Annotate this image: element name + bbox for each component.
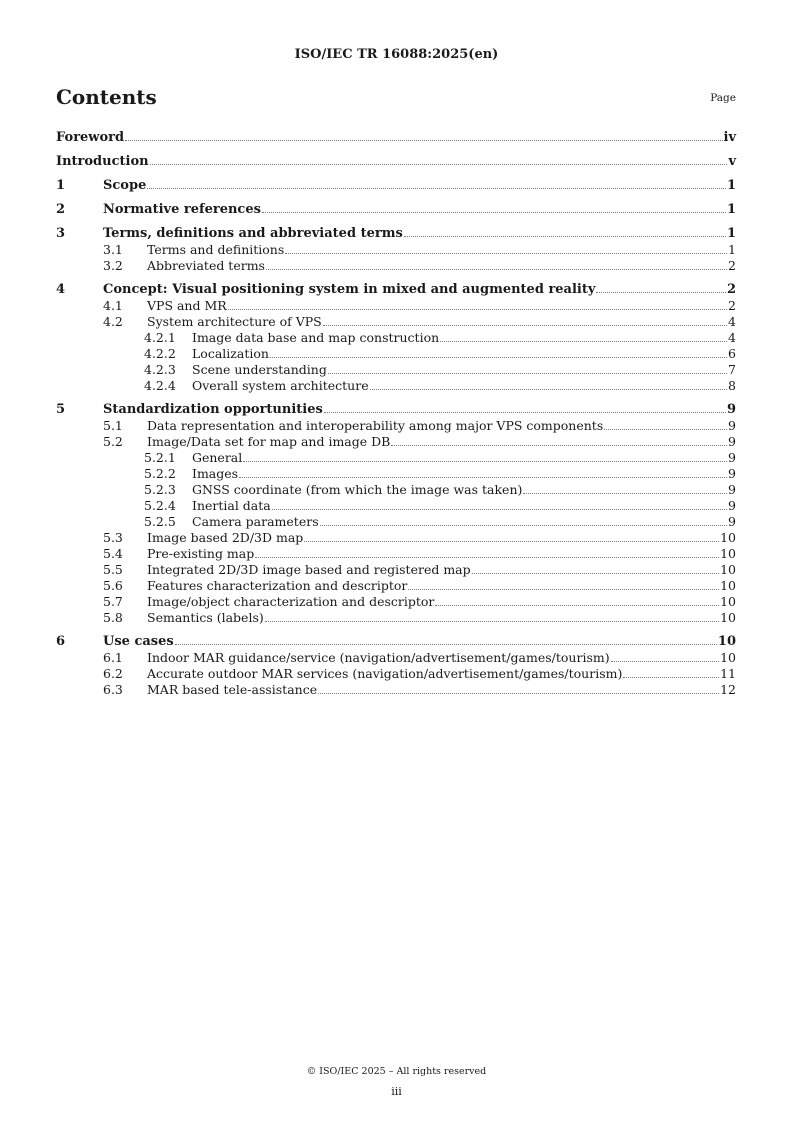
toc-entry[interactable] — [56, 130, 736, 146]
toc-entry-title[interactable]: Scene understanding — [192, 362, 327, 377]
toc-entry-number: 4.2.4 — [144, 378, 176, 393]
toc-entry-page: iv — [723, 130, 736, 145]
dot-leader — [285, 253, 727, 254]
toc-entry[interactable] — [56, 650, 736, 666]
toc-entry-number: 5.8 — [103, 610, 123, 625]
dot-leader — [304, 541, 719, 542]
toc-entry[interactable] — [56, 634, 736, 650]
toc-entry-page: 1 — [728, 242, 736, 257]
dot-leader — [323, 325, 727, 326]
toc-entry-title[interactable]: Terms, definitions and abbreviated terms — [103, 226, 403, 241]
toc-entry-title[interactable]: Integrated 2D/3D image based and registered map — [147, 562, 471, 577]
toc-entry-title[interactable]: Images — [192, 466, 239, 481]
dot-leader — [320, 525, 727, 526]
toc-entry-page: v — [728, 154, 736, 169]
toc-entry-page: 11 — [720, 666, 736, 681]
toc-entry-title[interactable]: Inertial data — [192, 498, 271, 513]
toc-entry-page: 1 — [726, 226, 736, 241]
dot-leader — [404, 236, 726, 237]
toc-entry-title[interactable]: GNSS coordinate (from which the image was taken) — [192, 482, 523, 497]
toc-entry-number: 5.2.2 — [144, 466, 176, 481]
contents-title: Contents — [56, 85, 157, 109]
dot-leader — [266, 269, 727, 270]
toc-entry[interactable] — [56, 562, 736, 578]
toc-entry-title[interactable]: Standardization opportunities — [103, 402, 323, 417]
toc-entry[interactable] — [56, 682, 736, 698]
page-number: iii — [391, 1085, 402, 1098]
toc-entry-title[interactable]: Indoor MAR guidance/service (navigation/advertisement/games/tourism) — [147, 650, 610, 665]
toc-entry-title[interactable]: Concept: Visual positioning system in mixed and augmented reality — [103, 282, 596, 297]
toc-entry-title[interactable]: General — [192, 450, 243, 465]
toc-entry-page: 9 — [728, 418, 736, 433]
toc-entry-number: 5.3 — [103, 530, 123, 545]
toc-entry-page: 9 — [728, 514, 736, 529]
toc-entry-title[interactable]: Terms and definitions — [147, 242, 285, 257]
toc-entry[interactable] — [56, 298, 736, 314]
toc-entry-page: 9 — [728, 434, 736, 449]
toc-entry[interactable] — [56, 434, 736, 450]
dot-leader — [324, 412, 726, 413]
toc-entry[interactable] — [56, 378, 736, 394]
toc-entry[interactable] — [56, 330, 736, 346]
toc-entry-title[interactable]: Image/Data set for map and image DB — [147, 434, 391, 449]
toc-entry-number: 3.1 — [103, 242, 123, 257]
toc-entry[interactable] — [56, 418, 736, 434]
toc-entry-page: 10 — [720, 578, 736, 593]
toc-entry-title[interactable]: Localization — [192, 346, 269, 361]
toc-entry-title[interactable]: Normative references — [103, 202, 261, 217]
toc-entry-page: 6 — [728, 346, 736, 361]
toc-entry-number: 6.3 — [103, 682, 123, 697]
toc-entry-title[interactable]: Data representation and interoperability among major VPS components — [147, 418, 604, 433]
toc-entry-page: 10 — [720, 650, 736, 665]
toc-entry-title[interactable]: Image based 2D/3D map — [147, 530, 304, 545]
toc-entry[interactable] — [56, 514, 736, 530]
dot-leader — [239, 477, 727, 478]
toc-entry-page: 2 — [726, 282, 736, 297]
toc-entry[interactable] — [56, 610, 736, 626]
toc-entry-title[interactable]: Semantics (labels) — [147, 610, 264, 625]
toc-entry[interactable] — [56, 226, 736, 242]
toc-entry-number: 5.2.3 — [144, 482, 176, 497]
dot-leader — [318, 693, 719, 694]
toc-entry-title[interactable]: Introduction — [56, 154, 149, 169]
toc-entry-title[interactable]: Scope — [103, 178, 147, 193]
dot-leader — [243, 461, 727, 462]
dot-leader — [150, 164, 728, 165]
dot-leader — [623, 677, 719, 678]
toc-entry[interactable] — [56, 450, 736, 466]
dot-leader — [596, 292, 726, 293]
dot-leader — [265, 621, 719, 622]
dot-leader — [370, 389, 727, 390]
toc-entry[interactable] — [56, 666, 736, 682]
toc-entry-page: 10 — [720, 610, 736, 625]
toc-entry[interactable] — [56, 202, 736, 218]
dot-leader — [125, 140, 722, 141]
toc-entry-number: 5.6 — [103, 578, 123, 593]
toc-entry-title[interactable]: Features characterization and descriptor — [147, 578, 408, 593]
dot-leader — [391, 445, 727, 446]
table-of-contents — [56, 130, 736, 698]
dot-leader — [472, 573, 719, 574]
dot-leader — [228, 309, 727, 310]
toc-entry-number: 5.2 — [103, 434, 123, 449]
page-column-label: Page — [710, 92, 736, 104]
toc-entry-page: 9 — [728, 482, 736, 497]
toc-entry[interactable] — [56, 578, 736, 594]
toc-entry[interactable] — [56, 498, 736, 514]
toc-entry-number: 5.2.5 — [144, 514, 176, 529]
toc-entry[interactable] — [56, 530, 736, 546]
toc-entry[interactable] — [56, 482, 736, 498]
dot-leader — [440, 341, 727, 342]
toc-entry-title[interactable]: MAR based tele-assistance — [147, 682, 318, 697]
toc-entry-number: 4.2 — [103, 314, 123, 329]
toc-entry-number: 3.2 — [103, 258, 123, 273]
dot-leader — [262, 212, 726, 213]
toc-entry-title[interactable]: Use cases — [103, 634, 174, 649]
document-id: ISO/IEC TR 16088:2025(en) — [294, 47, 499, 62]
copyright-notice: © ISO/IEC 2025 – All rights reserved — [306, 1066, 487, 1077]
toc-entry-number: 5.2.1 — [144, 450, 176, 465]
toc-entry-number: 6 — [56, 634, 66, 649]
dot-leader — [147, 188, 726, 189]
toc-entry[interactable] — [56, 466, 736, 482]
toc-entry[interactable] — [56, 546, 736, 562]
dot-leader — [604, 429, 727, 430]
toc-entry-title[interactable]: Image/object characterization and descriptor — [147, 594, 435, 609]
toc-entry-number: 5.5 — [103, 562, 123, 577]
toc-entry[interactable] — [56, 594, 736, 610]
toc-entry-page: 10 — [720, 546, 736, 561]
toc-entry[interactable] — [56, 314, 736, 330]
dot-leader — [328, 373, 727, 374]
toc-entry-page: 9 — [728, 466, 736, 481]
toc-entry[interactable] — [56, 154, 736, 170]
toc-entry-number: 4 — [56, 282, 66, 297]
toc-entry-number: 4.1 — [103, 298, 123, 313]
toc-entry-page: 8 — [728, 378, 736, 393]
toc-entry-number: 3 — [56, 226, 66, 241]
toc-entry-number: 5.1 — [103, 418, 123, 433]
toc-entry-page: 2 — [728, 258, 736, 273]
dot-leader — [270, 357, 727, 358]
toc-entry-number: 4.2.2 — [144, 346, 176, 361]
toc-entry-number: 4.2.1 — [144, 330, 176, 345]
toc-entry-number: 6.1 — [103, 650, 123, 665]
toc-entry-title[interactable]: Abbreviated terms — [147, 258, 265, 273]
dot-leader — [435, 605, 719, 606]
dot-leader — [175, 644, 717, 645]
toc-entry[interactable] — [56, 402, 736, 418]
toc-entry-page: 9 — [728, 450, 736, 465]
toc-entry-page: 7 — [728, 362, 736, 377]
toc-entry-title[interactable]: Accurate outdoor MAR services (navigation/advertisement/games/tourism) — [147, 666, 623, 681]
toc-entry[interactable] — [56, 282, 736, 298]
toc-entry-title[interactable]: Image data base and map construction — [192, 330, 440, 345]
dot-leader — [255, 557, 719, 558]
toc-entry-page: 1 — [726, 178, 736, 193]
toc-entry-number: 6.2 — [103, 666, 123, 681]
dot-leader — [408, 589, 719, 590]
toc-entry[interactable] — [56, 346, 736, 362]
toc-entry-number: 5.2.4 — [144, 498, 176, 513]
toc-entry[interactable] — [56, 258, 736, 274]
dot-leader — [272, 509, 727, 510]
toc-entry[interactable] — [56, 178, 736, 194]
toc-entry-title[interactable]: System architecture of VPS — [147, 314, 322, 329]
toc-entry-title[interactable]: VPS and MR — [147, 298, 227, 313]
toc-entry-page: 9 — [728, 498, 736, 513]
toc-entry-number: 2 — [56, 202, 66, 217]
toc-entry-page: 2 — [728, 298, 736, 313]
toc-entry-number: 4.2.3 — [144, 362, 176, 377]
toc-entry[interactable] — [56, 242, 736, 258]
toc-entry-number: 5 — [56, 402, 66, 417]
dot-leader — [611, 661, 720, 662]
toc-entry-page: 10 — [717, 634, 736, 649]
toc-entry-number: 5.7 — [103, 594, 123, 609]
toc-entry-number: 1 — [56, 178, 66, 193]
toc-entry-page: 9 — [726, 402, 736, 417]
dot-leader — [523, 493, 727, 494]
toc-entry-page: 10 — [720, 562, 736, 577]
toc-entry-page: 12 — [720, 682, 736, 697]
toc-entry-page: 10 — [720, 594, 736, 609]
toc-entry[interactable] — [56, 362, 736, 378]
toc-entry-page: 10 — [720, 530, 736, 545]
toc-entry-number: 5.4 — [103, 546, 123, 561]
toc-entry-page: 4 — [728, 330, 736, 345]
toc-entry-page: 1 — [726, 202, 736, 217]
toc-entry-title[interactable]: Camera parameters — [192, 514, 319, 529]
toc-entry-title[interactable]: Foreword — [56, 130, 125, 145]
toc-entry-title[interactable]: Pre-existing map — [147, 546, 255, 561]
toc-entry-page: 4 — [728, 314, 736, 329]
toc-entry-title[interactable]: Overall system architecture — [192, 378, 369, 393]
